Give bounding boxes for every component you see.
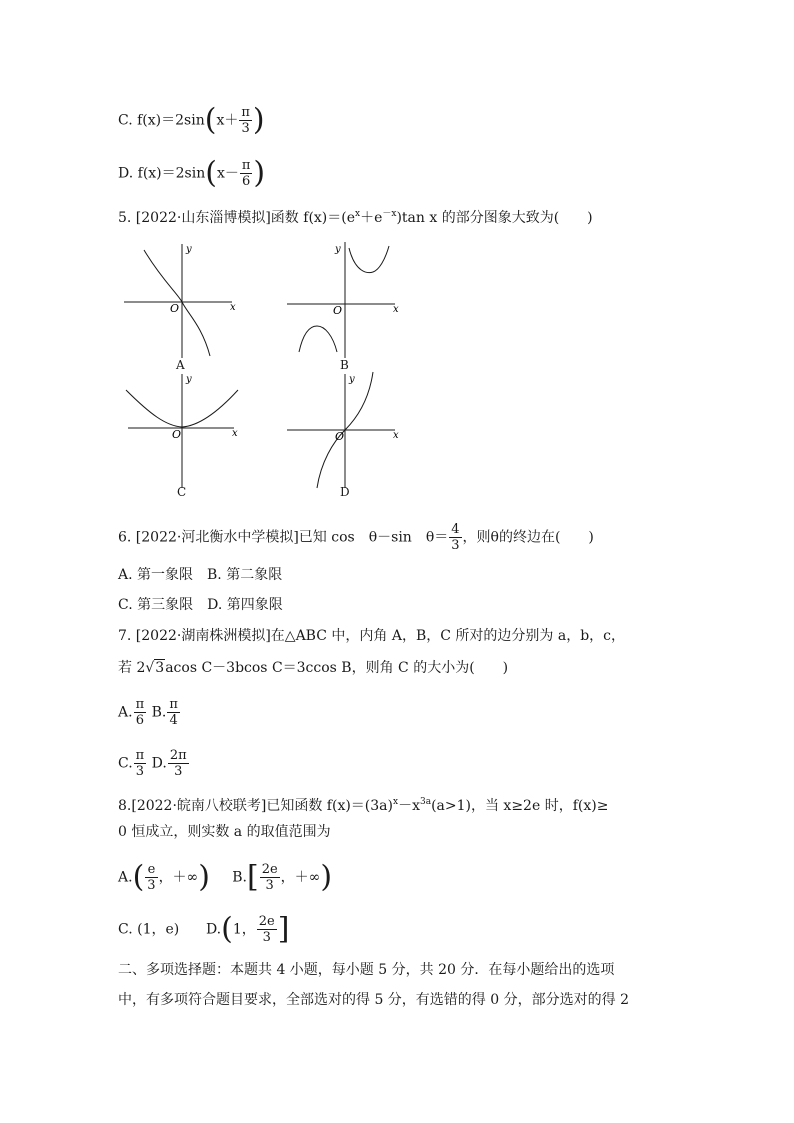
fraction — [134, 697, 147, 728]
q6-stem — [118, 522, 594, 553]
stem-text: 6. [2022·河北衡水中学模拟]已知 cos θ－sin θ＝ — [118, 529, 449, 546]
option-label: D. — [118, 165, 134, 182]
denominator: 3 — [174, 764, 183, 779]
fraction — [260, 862, 280, 893]
numerator: π — [169, 697, 178, 712]
stem-text: )tan x 的部分图象大致为( ) — [396, 210, 593, 226]
denominator: 3 — [241, 121, 250, 136]
curve-lower — [299, 326, 337, 352]
stem-text: 5. [2022·山东淄博模拟]函数 f(x)＝(e — [118, 210, 356, 226]
numerator: e — [145, 862, 157, 878]
interval-text: ，＋∞ — [158, 869, 199, 886]
denominator: 3 — [135, 764, 145, 779]
origin-label: O — [172, 428, 182, 441]
origin-label: O — [335, 430, 345, 443]
formula-text: f(x)＝2sin — [137, 112, 205, 129]
q8-stem-line2: 0 恒成立，则实数 a 的取值范围为 — [118, 824, 331, 840]
q7-options-cd — [118, 748, 190, 779]
right-paren: ) — [253, 155, 266, 191]
left-paren: ( — [205, 155, 217, 191]
fraction — [257, 914, 277, 945]
y-axis-label: y — [186, 374, 192, 385]
graph-d — [283, 370, 403, 488]
q6-options-cd: C. 第三象限 D. 第四象限 — [118, 597, 283, 613]
q8-options-ab — [118, 859, 333, 895]
left-paren: ( — [132, 859, 145, 895]
section2-heading-line1: 二、多项选择题：本题共 4 小题，每小题 5 分，共 20 分．在每小题给出的选项 — [118, 962, 615, 978]
option-label: C. — [118, 755, 133, 772]
q7-stem-line2 — [118, 658, 508, 678]
stem-text: ＋e — [360, 210, 383, 226]
stem-text: acos C－3bcos C＝3ccos B，则角 C 的大小为( ) — [165, 660, 509, 676]
graph-c-caption: C — [177, 485, 187, 499]
formula-text: f(x)＝2sin — [137, 165, 206, 182]
fraction — [240, 158, 253, 189]
option-label: B. — [232, 869, 247, 886]
sqrt-sign: √ — [145, 660, 155, 676]
right-paren: ) — [320, 859, 333, 895]
denominator: 3 — [147, 878, 156, 893]
fraction — [168, 748, 189, 779]
x-axis-label: x — [230, 302, 236, 313]
right-bracket: ] — [277, 911, 290, 947]
exponent: x — [393, 797, 399, 807]
q4-option-d — [118, 155, 266, 191]
left-paren: ( — [221, 911, 233, 947]
y-axis-label: y — [335, 244, 341, 255]
option-label: C. — [118, 112, 133, 129]
stem-text: (a>1)，当 x≥2e 时，f(x)≥ — [431, 798, 609, 814]
stem-text: 若 2 — [118, 660, 146, 676]
denominator: 6 — [241, 174, 251, 189]
numerator: π — [135, 748, 145, 763]
graph-c — [120, 370, 244, 488]
q8-options-cd — [118, 911, 290, 947]
numerator: 2e — [261, 862, 278, 877]
stem-text: ，则θ的终边在( ) — [462, 529, 594, 546]
q5-stem — [118, 204, 593, 228]
exponent: x — [355, 209, 361, 219]
x-axis-label: x — [393, 430, 399, 441]
graph-b-caption: B — [340, 358, 349, 372]
q6-options-ab: A. 第一象限 B. 第二象限 — [118, 567, 283, 583]
option-text: C. (1，e) — [118, 921, 180, 938]
x-axis-label: x — [393, 304, 399, 315]
interval-text: 1， — [232, 921, 256, 938]
graph-b — [283, 240, 403, 358]
denominator: 3 — [262, 930, 271, 945]
fraction — [449, 522, 461, 553]
graph-a-caption: A — [176, 358, 185, 372]
q4-option-c — [118, 102, 265, 138]
q7-options-ab — [118, 697, 181, 728]
option-label: D. — [151, 755, 167, 772]
y-axis-label: y — [349, 374, 355, 385]
formula-text: x－ — [216, 165, 239, 182]
numerator: π — [241, 105, 250, 120]
option-label: D. — [205, 921, 222, 938]
fraction — [134, 748, 147, 779]
numerator: π — [135, 697, 145, 712]
q7-stem-line1: 7. [2022·湖南株洲模拟]在△ABC 中，内角 A，B，C 所对的边分别为 a，b，c， — [118, 628, 626, 644]
option-label: B. — [151, 704, 167, 721]
curve-upper — [349, 246, 389, 273]
q8-stem-line1 — [118, 792, 608, 816]
numerator: π — [241, 158, 251, 173]
graph-a — [120, 240, 240, 358]
formula-text: x＋ — [216, 112, 239, 129]
graph-d-caption: D — [340, 485, 350, 499]
fraction — [145, 862, 157, 893]
fraction — [167, 697, 180, 728]
section2-heading-line2: 中，有多项符合题目要求，全部选对的得 5 分，有选错的得 0 分，部分选对的得 2 — [118, 992, 629, 1008]
fraction — [239, 105, 252, 136]
right-paren: ) — [198, 859, 210, 895]
denominator: 3 — [451, 538, 460, 553]
left-paren: ( — [204, 102, 217, 138]
exponent: 3a — [419, 797, 432, 807]
x-axis-label: x — [232, 428, 238, 439]
denominator: 4 — [169, 713, 178, 728]
y-axis-label: y — [186, 244, 192, 255]
numerator: 2e — [258, 914, 275, 929]
numerator: 2π — [169, 748, 187, 763]
right-paren: ) — [252, 102, 265, 138]
denominator: 3 — [265, 878, 274, 893]
sqrt-radicand: 3 — [155, 660, 165, 676]
interval-text: ，＋∞ — [280, 869, 321, 886]
denominator: 6 — [135, 713, 144, 728]
origin-label: O — [333, 304, 343, 317]
exponent: －x — [382, 209, 397, 219]
stem-text: －x — [398, 798, 420, 814]
option-label: A. — [118, 869, 133, 886]
numerator: 4 — [451, 522, 460, 537]
option-label: A. — [118, 704, 133, 721]
left-bracket: [ — [246, 859, 259, 895]
origin-label: O — [170, 302, 180, 315]
stem-text: 8.[2022·皖南八校联考]已知函数 f(x)＝(3a) — [118, 798, 393, 814]
